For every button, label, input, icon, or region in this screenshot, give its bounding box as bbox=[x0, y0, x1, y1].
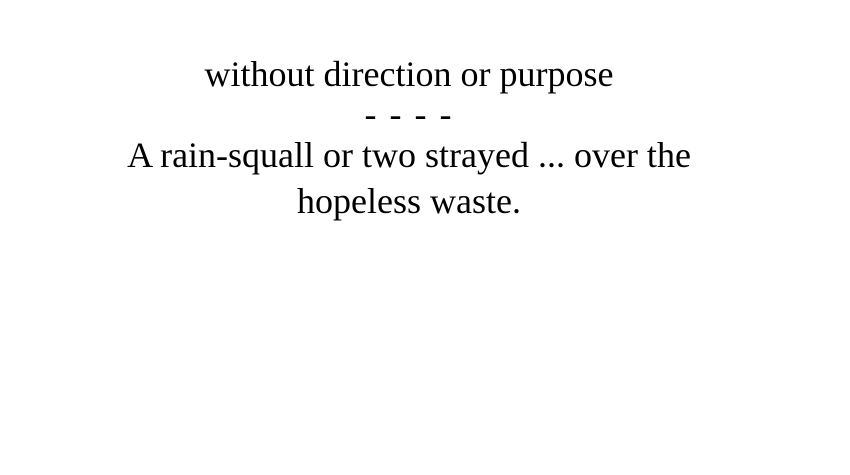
card-content bbox=[0, 52, 818, 224]
separator-line: - - - - bbox=[364, 94, 454, 134]
definition-text: without direction or purpose bbox=[204, 54, 614, 94]
example-sentence: A rain-squall or two strayed ... over the hopeless waste. bbox=[127, 135, 691, 221]
